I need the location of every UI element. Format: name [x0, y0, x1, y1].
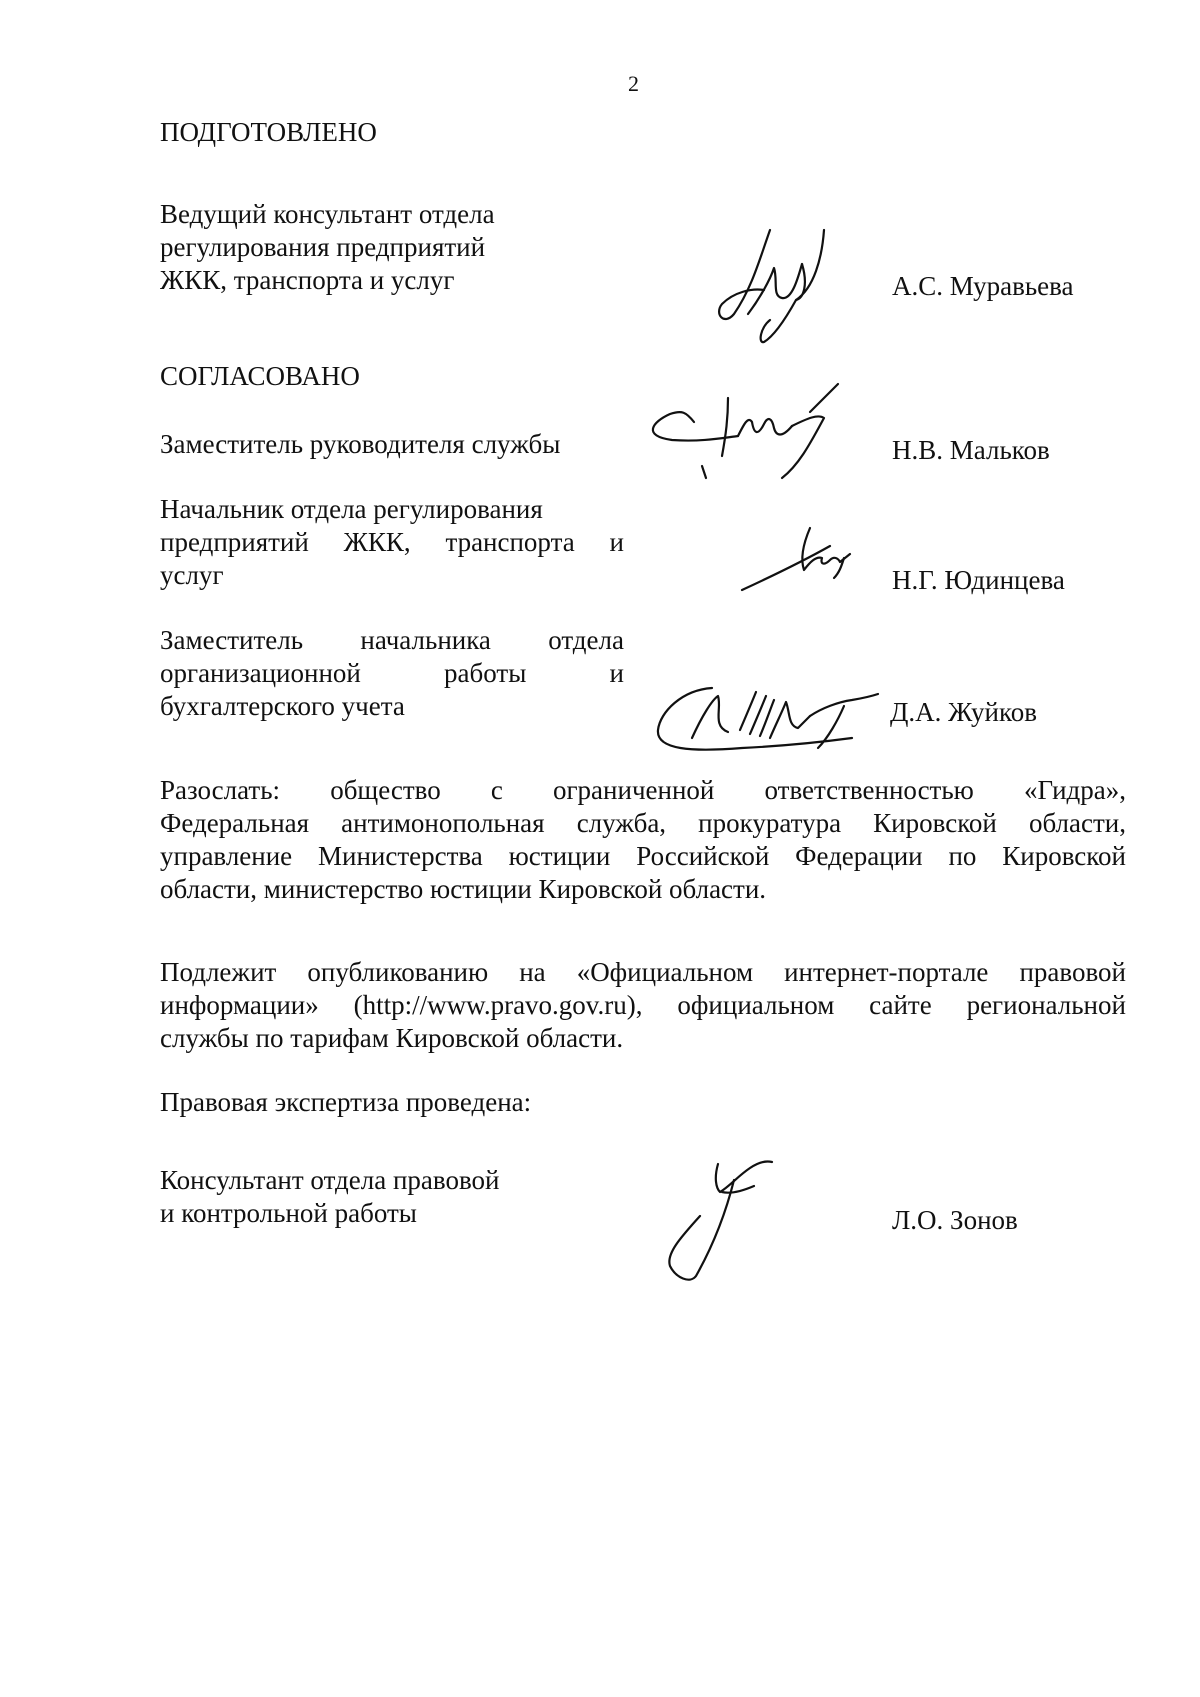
- paragraph-word: по: [948, 841, 977, 871]
- signer-position-line: Консультант отдела правовой: [160, 1165, 500, 1195]
- signer-position-line: бухгалтерского учета: [160, 691, 405, 721]
- signer-position-line: Заместитель руководителя службы: [160, 429, 561, 459]
- position-word: ЖКК,: [343, 527, 411, 557]
- position-word: и: [609, 527, 624, 557]
- paragraph-word: региональной: [966, 990, 1126, 1020]
- distribution-block: [160, 774, 1126, 906]
- paragraph-word: интернет-портале: [784, 957, 989, 987]
- position-word: начальника: [360, 625, 491, 655]
- paragraph-word: информации»: [160, 990, 319, 1020]
- paragraph-word: на: [519, 957, 546, 987]
- paragraph-word: (http://www.pravo.gov.ru),: [353, 990, 643, 1020]
- position-word: транспорта: [445, 527, 575, 557]
- paragraph-word: антимонопольная: [341, 808, 545, 838]
- paragraph-word: Разослать:: [160, 775, 281, 805]
- handwritten-signature: [712, 218, 832, 348]
- position-word: предприятий: [160, 527, 309, 557]
- prepared-heading: ПОДГОТОВЛЕНО: [160, 117, 377, 147]
- handwritten-signature: [632, 378, 862, 488]
- paragraph-line: [160, 989, 1126, 1022]
- paragraph-word: «Гидра»,: [1023, 775, 1126, 805]
- signer-name: Л.О. Зонов: [892, 1205, 1018, 1235]
- paragraph-word: сайте: [869, 990, 932, 1020]
- position-word: работы: [444, 658, 527, 688]
- paragraph-line: области, министерство юстиции Кировской области.: [160, 874, 767, 904]
- paragraph-word: Кировской: [873, 808, 997, 838]
- paragraph-word: с: [490, 775, 503, 805]
- prepared-position-line: Ведущий консультант отдела: [160, 199, 495, 229]
- signer-position: [160, 624, 624, 723]
- paragraph-line: [160, 807, 1126, 840]
- paragraph-word: Федерации: [795, 841, 923, 871]
- position-word: отдела: [548, 625, 624, 655]
- paragraph-word: Министерства: [318, 841, 483, 871]
- position-word: организационной: [160, 658, 361, 688]
- signer-position: [160, 493, 624, 592]
- paragraph-word: ограниченной: [552, 775, 715, 805]
- paragraph-line: [160, 956, 1126, 989]
- paragraph-word: Федеральная: [160, 808, 310, 838]
- paragraph-word: Кировской: [1002, 841, 1126, 871]
- signer-name: Н.Г. Юдинцева: [892, 565, 1065, 595]
- signer-name: Н.В. Мальков: [892, 435, 1050, 465]
- prepared-position-line: ЖКК, транспорта и услуг: [160, 265, 455, 295]
- handwritten-signature: [738, 524, 878, 594]
- paragraph-word: ответственностью: [764, 775, 974, 805]
- paragraph-line: [160, 774, 1126, 807]
- paragraph-word: общество: [330, 775, 441, 805]
- paragraph-word: юстиции: [508, 841, 611, 871]
- signer-position-line: Начальник отдела регулирования: [160, 494, 543, 524]
- paragraph-word: служба,: [576, 808, 667, 838]
- paragraph-word: прокуратура: [698, 808, 842, 838]
- paragraph-word: Российской: [636, 841, 770, 871]
- prepared-position-line: регулирования предприятий: [160, 232, 486, 262]
- paragraph-word: опубликованию: [307, 957, 489, 987]
- paragraph-word: правовой: [1019, 957, 1126, 987]
- handwritten-signature: [660, 1158, 790, 1288]
- signer-position-line: [160, 624, 624, 657]
- signer-position-line: [160, 657, 624, 690]
- position-word: Заместитель: [160, 625, 304, 655]
- paragraph-word: области,: [1028, 808, 1126, 838]
- paragraph-line: службы по тарифам Кировской области.: [160, 1023, 624, 1053]
- signer-position-line: услуг: [160, 560, 224, 590]
- agreed-heading: СОГЛАСОВАНО: [160, 361, 360, 391]
- signer-position-line: и контрольной работы: [160, 1198, 417, 1228]
- handwritten-signature: [652, 676, 892, 756]
- signer-name: А.С. Муравьева: [892, 271, 1074, 301]
- publication-block: [160, 956, 1126, 1055]
- page-number: 2: [628, 71, 639, 96]
- legal-review-statement: Правовая экспертиза проведена:: [160, 1087, 532, 1117]
- paragraph-line: [160, 840, 1126, 873]
- signer-position-line: [160, 526, 624, 559]
- paragraph-word: Подлежит: [160, 957, 277, 987]
- paragraph-word: управление: [160, 841, 293, 871]
- paragraph-word: официальном: [677, 990, 835, 1020]
- paragraph-word: «Официальном: [576, 957, 754, 987]
- position-word: и: [609, 658, 624, 688]
- signer-name: Д.А. Жуйков: [890, 697, 1037, 727]
